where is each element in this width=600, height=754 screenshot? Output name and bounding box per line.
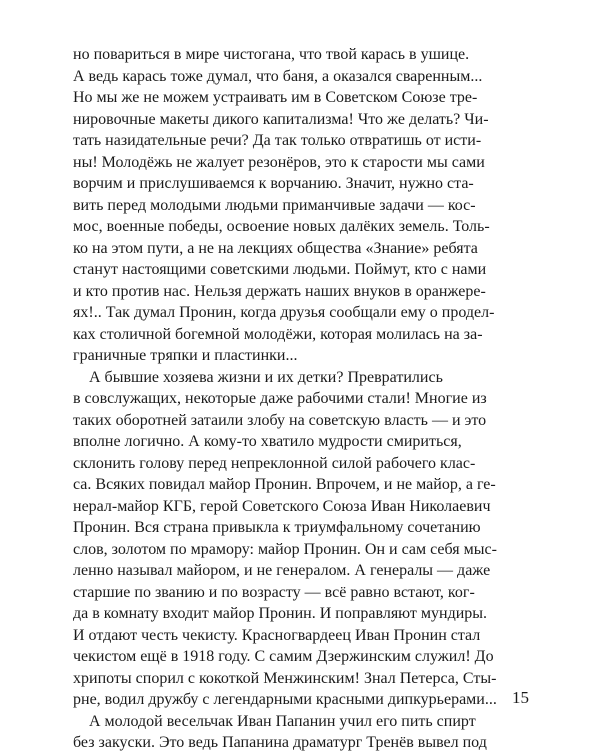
text-line: вить перед молодыми людьми приманчивые задачи — кос- [73, 196, 476, 214]
page-number: 15 [512, 688, 529, 707]
text-line: склонить голову перед непреклонной силой рабочего клас- [73, 454, 476, 472]
body-text [73, 44, 529, 754]
text-line: мос, военные победы, освоение новых далёких земель. Толь- [73, 218, 490, 235]
text-line: чекистом ещё в 1918 году. С самим Дзержинским служил! До [73, 648, 494, 665]
text-line: тать назидательные речи? Да так только отвратишь от исти- [73, 132, 482, 149]
text-line: И отдают честь чекисту. Красногвардеец Иван Пронин стал [73, 626, 481, 644]
text-line: нерал-майор КГБ, герой Советского Союза Иван Николаевич [73, 497, 491, 515]
text-line: да в комнату входит майор Пронин. И поправляют мундиры. [73, 605, 488, 622]
text-line: и кто против нас. Нельзя держать наших внуков в оранжере- [73, 282, 486, 300]
text-line: нировочные макеты дикого капитализма! Что же делать? Чи- [73, 110, 489, 128]
text-line: хрипоты спорил с кокоткой Менжинским! Знал Петерса, Сты- [73, 669, 497, 687]
text-line: ленно называл майором, и не генералом. А генералы — даже [73, 562, 491, 579]
text-line: вполне логично. А кому-то хватило мудрости смириться, [73, 433, 462, 450]
text-line: ках столичной богемной молодёжи, которая молилась на за- [73, 325, 483, 343]
text-line: старшие по званию и по возрасту — всё равно встают, ког- [73, 583, 475, 601]
text-line: ворчим и прислушиваемся к ворчанию. Значит, нужно ста- [73, 175, 474, 192]
text-line: в совслужащих, некоторые даже рабочими стали! Многие из [73, 390, 487, 407]
text-line: А молодой весельчак Иван Папанин учил его пить спирт [73, 712, 476, 730]
text-line: рне, водил дружбу с легендарными красными дипкурьерами... [73, 691, 497, 708]
text-line: Но мы же не можем устраивать им в Советском Союзе тре- [73, 89, 478, 106]
text-line: ны! Молодёжь не жалует резонёров, это к старости мы сами [73, 153, 485, 171]
text-line: но повариться в мире чистогана, что твой карась в ушице. [73, 46, 470, 63]
text-line: са. Всяких повидал майор Пронин. Впрочем, и не майор, а ге- [73, 476, 496, 493]
text-line: без закуски. Это ведь Папанина драматург Тренёв вывел под [73, 734, 487, 751]
text-line: слов, золотом по мрамору: майор Пронин. Он и сам себя мыс- [73, 540, 497, 558]
text-line: граничные тряпки и пластинки... [73, 347, 298, 364]
text-line: А бывшие хозяева жизни и их детки? Превратились [73, 368, 443, 386]
text-line: таких оборотней затаили злобу на советскую власть — и это [73, 411, 487, 429]
text-line: А ведь карась тоже думал, что баня, а оказался сваренным... [73, 67, 483, 85]
text-line: Пронин. Вся страна привыкла к триумфальному сочетанию [73, 519, 481, 536]
text-line: станут настоящими советскими людьми. Поймут, кто с нами [73, 261, 487, 278]
text-line: ях!.. Так думал Пронин, когда друзья сообщали ему о продел- [73, 304, 495, 321]
text-line: ко на этом пути, а не на лекциях общества «Знание» ребята [73, 239, 478, 257]
